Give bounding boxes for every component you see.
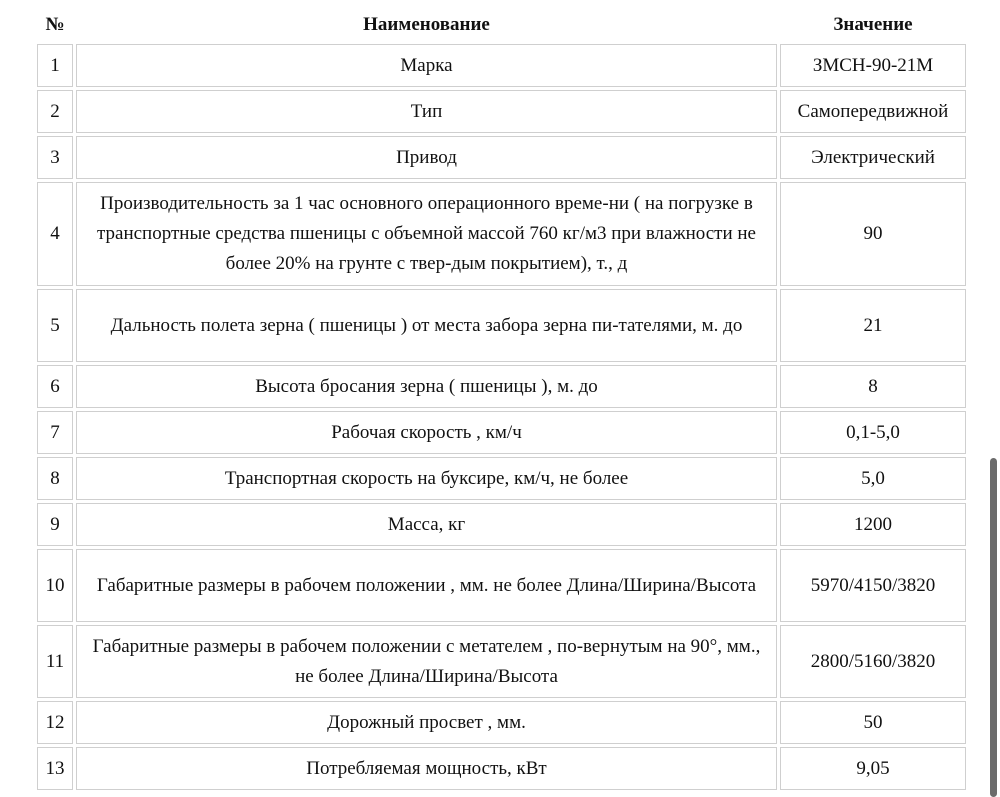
table-row [37,625,966,698]
row-num: 8 [37,457,73,500]
row-value: ЗМСН-90-21М [780,44,966,87]
row-num: 9 [37,503,73,546]
row-value: 5970/4150/3820 [780,549,966,622]
table-row [37,457,966,500]
row-value: 9,05 [780,747,966,790]
row-value: Самопередвижной [780,90,966,133]
row-num: 5 [37,289,73,362]
row-name: Тип [76,90,777,133]
row-num: 1 [37,44,73,87]
spec-table [34,6,969,793]
row-value: 1200 [780,503,966,546]
scrollbar-thumb[interactable] [990,458,997,797]
row-name: Масса, кг [76,503,777,546]
row-value: 8 [780,365,966,408]
table-row [37,411,966,454]
table-row [37,90,966,133]
row-value: 50 [780,701,966,744]
row-num: 12 [37,701,73,744]
row-num: 7 [37,411,73,454]
row-name: Габаритные размеры в рабочем положении с метателем , по-вернутым на 90°, мм., не более Длина/Ширина/Высота [76,625,777,698]
row-value: Электрический [780,136,966,179]
table-row [37,182,966,286]
row-name: Дальность полета зерна ( пшеницы ) от места забора зерна пи-тателями, м. до [76,289,777,362]
table-row [37,747,966,790]
row-name: Рабочая скорость , км/ч [76,411,777,454]
row-value: 2800/5160/3820 [780,625,966,698]
row-name: Производительность за 1 час основного операционного време-ни ( на погрузке в транспортные средства пшеницы с объемной массой 760 кг/м3 при влажности не более 20% на грунте с твер-дым покрытием), т., д [76,182,777,286]
row-num: 4 [37,182,73,286]
row-num: 3 [37,136,73,179]
row-name: Привод [76,136,777,179]
table-row [37,701,966,744]
row-value: 5,0 [780,457,966,500]
row-name: Высота бросания зерна ( пшеницы ), м. до [76,365,777,408]
table-row [37,365,966,408]
table-row [37,503,966,546]
row-num: 11 [37,625,73,698]
row-value: 21 [780,289,966,362]
row-value: 0,1-5,0 [780,411,966,454]
header-value: Значение [833,14,913,35]
header-name: Наименование [363,14,490,35]
header-num: № [45,14,65,35]
row-num: 2 [37,90,73,133]
table-row [37,289,966,362]
header-row [37,9,966,41]
row-name: Марка [76,44,777,87]
row-name: Транспортная скорость на буксире, км/ч, не более [76,457,777,500]
vertical-scrollbar[interactable] [986,0,1000,797]
table-row [37,136,966,179]
row-num: 13 [37,747,73,790]
row-value: 90 [780,182,966,286]
row-name: Габаритные размеры в рабочем положении , мм. не более Длина/Ширина/Высота [76,549,777,622]
row-name: Потребляемая мощность, кВт [76,747,777,790]
table-row [37,549,966,622]
table-row [37,44,966,87]
row-num: 6 [37,365,73,408]
row-num: 10 [37,549,73,622]
row-name: Дорожный просвет , мм. [76,701,777,744]
